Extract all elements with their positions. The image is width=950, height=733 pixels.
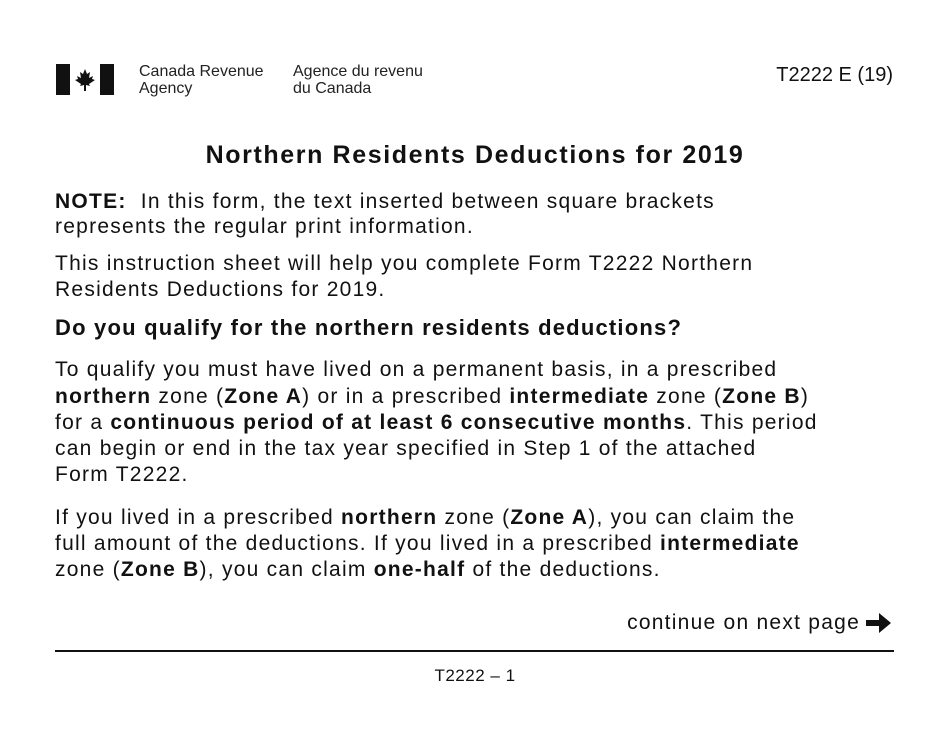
agency-en-line: Canada Revenue <box>139 63 264 80</box>
text: zone ( <box>55 558 121 581</box>
text: zone ( <box>649 385 723 408</box>
paragraph-line <box>55 278 386 302</box>
arrow-right-icon <box>866 612 892 634</box>
text: represents the regular print information. <box>55 215 474 238</box>
bold-text: northern <box>55 385 152 408</box>
text: This instruction sheet will help you complete Form T2222 Northern <box>55 252 754 275</box>
text: Form T2222. <box>55 463 189 486</box>
agency-name-fr <box>293 63 423 97</box>
text: zone ( <box>437 506 511 529</box>
paragraph-line <box>55 385 809 409</box>
page-title: Northern Residents Deductions for 2019 <box>205 141 745 169</box>
bold-text: intermediate <box>509 385 650 408</box>
bold-text: Zone B <box>722 385 801 408</box>
text: Residents Deductions for 2019. <box>55 278 386 301</box>
paragraph-line <box>55 358 777 382</box>
agency-fr-line: du Canada <box>293 80 372 97</box>
text: of the deductions. <box>465 558 661 581</box>
text: . This period <box>686 411 818 434</box>
paragraph-line <box>55 506 795 530</box>
text: To qualify you must have lived on a permanent basis, in a prescribed <box>55 358 778 381</box>
footer-divider <box>55 650 894 652</box>
text: ) or in a prescribed <box>302 385 510 408</box>
agency-en-line: Agency <box>139 80 193 97</box>
canada-flag-logo <box>56 64 114 95</box>
page-number: T2222 – 1 <box>434 666 516 685</box>
agency-fr-line: Agence du revenu <box>293 63 423 80</box>
bold-text: Zone A <box>510 506 589 529</box>
paragraph-line <box>55 190 715 214</box>
text: ), you can claim the <box>588 506 796 529</box>
text: can begin or end in the tax year specified in Step 1 of the attached <box>55 437 757 460</box>
paragraph-line <box>55 532 800 556</box>
paragraph-line <box>55 558 661 582</box>
bold-text: one-half <box>373 558 466 581</box>
bold-text: Zone A <box>224 385 303 408</box>
bold-text: intermediate <box>659 532 800 555</box>
bold-text: Zone B <box>120 558 200 581</box>
paragraph-line <box>55 437 756 461</box>
text: If you lived in a prescribed <box>55 506 342 529</box>
paragraph-line <box>55 463 189 487</box>
agency-name-en <box>139 63 264 97</box>
continue-label: continue on next page <box>627 611 860 634</box>
bold-text: NOTE: <box>55 190 127 213</box>
form-number: T2222 E (19) <box>776 64 893 86</box>
paragraph-line <box>55 252 753 276</box>
bold-text: northern <box>341 506 438 529</box>
text: zone ( <box>151 385 225 408</box>
text: ) <box>800 385 810 408</box>
bold-text: continuous period of at least 6 consecutive months <box>110 411 687 434</box>
paragraph-line <box>55 215 474 239</box>
text: ), you can claim <box>199 558 374 581</box>
section-heading: Do you qualify for the northern residents deductions? <box>55 315 683 340</box>
paragraph-line <box>55 411 818 435</box>
text: full amount of the deductions. If you lived in a prescribed <box>55 532 660 555</box>
text: In this form, the text inserted between square brackets <box>126 190 715 213</box>
text: for a <box>55 411 111 434</box>
continue-on-next-page <box>627 611 892 635</box>
